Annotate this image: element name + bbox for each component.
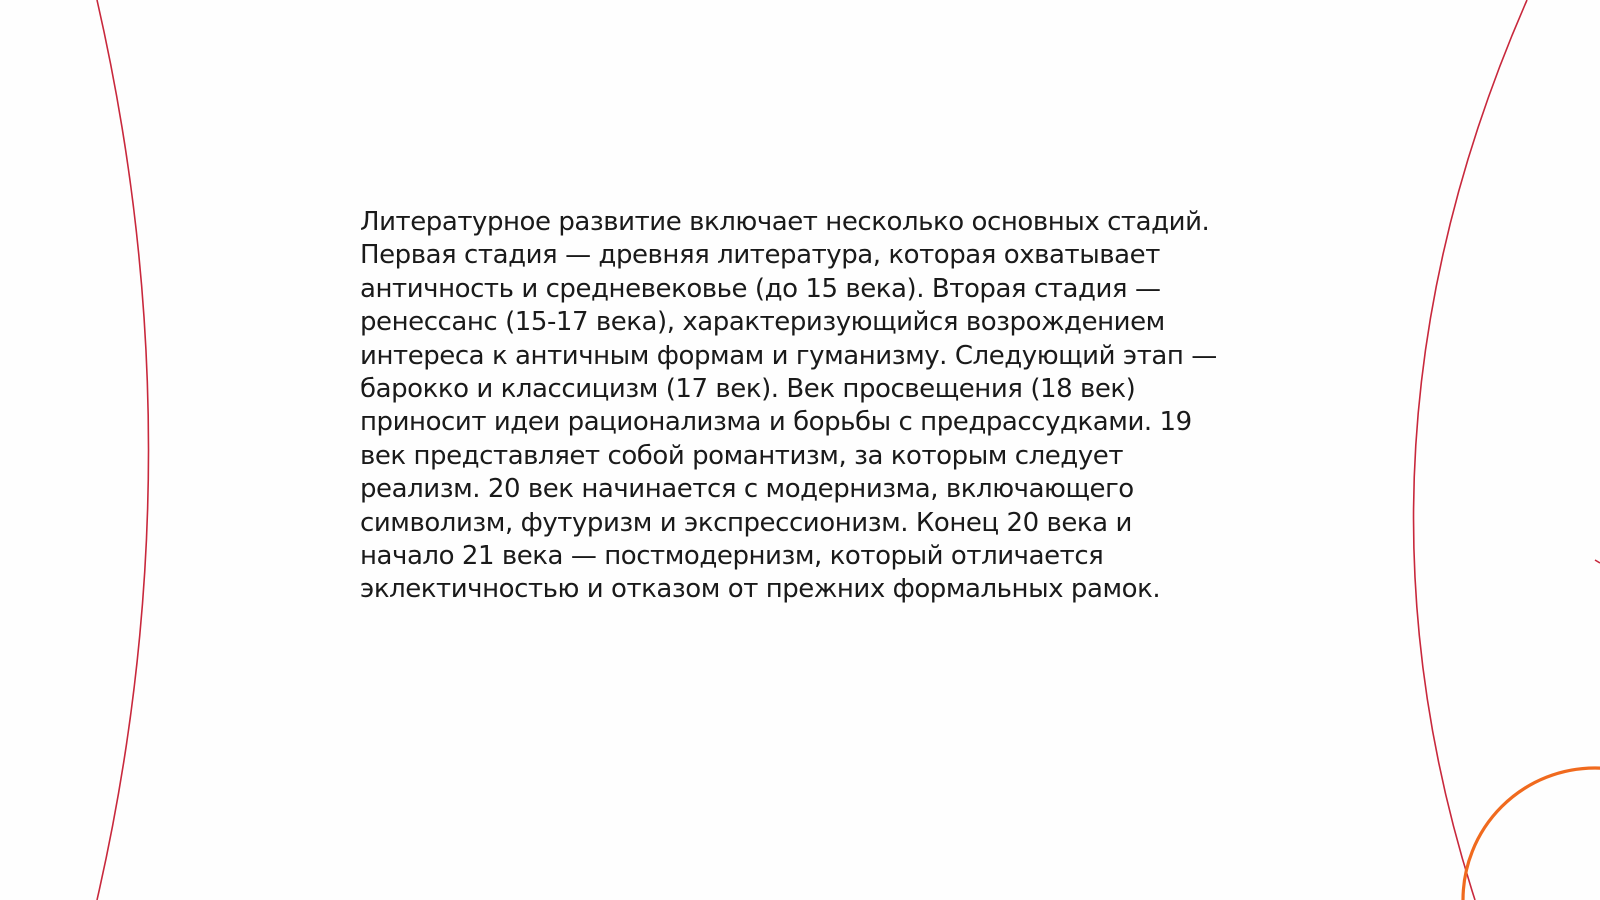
text-line: Первая стадия — древняя литература, которая охватывает (360, 240, 1160, 271)
text-line: символизм, футуризм и экспрессионизм. Конец 20 века и (360, 507, 1132, 538)
text-line: античность и средневековье (до 15 века). Вторая стадия — (360, 273, 1161, 304)
orange-circle-outline (1463, 768, 1600, 900)
text-line: реализм. 20 век начинается с модернизма, включающего (360, 474, 1134, 505)
text-line: век представляет собой романтизм, за которым следует (360, 440, 1124, 471)
text-line: ренессанс (15-17 века), характеризующийся возрождением (360, 307, 1165, 338)
text-line: начало 21 века — постмодернизм, который отличается (360, 541, 1104, 572)
right-edge-tick (1595, 560, 1600, 563)
text-line: эклектичностью и отказом от прежних формальных рамок. (360, 574, 1161, 605)
text-line: Литературное развитие включает несколько основных стадий. (360, 207, 1210, 237)
text-line: приносит идеи рационализма и борьбы с предрассудками. 19 (360, 407, 1192, 438)
text-line: барокко и классицизм (17 век). Век просвещения (18 век) (360, 374, 1136, 405)
text-line: интереса к античным формам и гуманизму. Следующий этап — (360, 340, 1217, 371)
right-arc-line (1414, 0, 1527, 900)
left-arc-line (97, 0, 149, 900)
slide-body-text (360, 206, 1260, 607)
